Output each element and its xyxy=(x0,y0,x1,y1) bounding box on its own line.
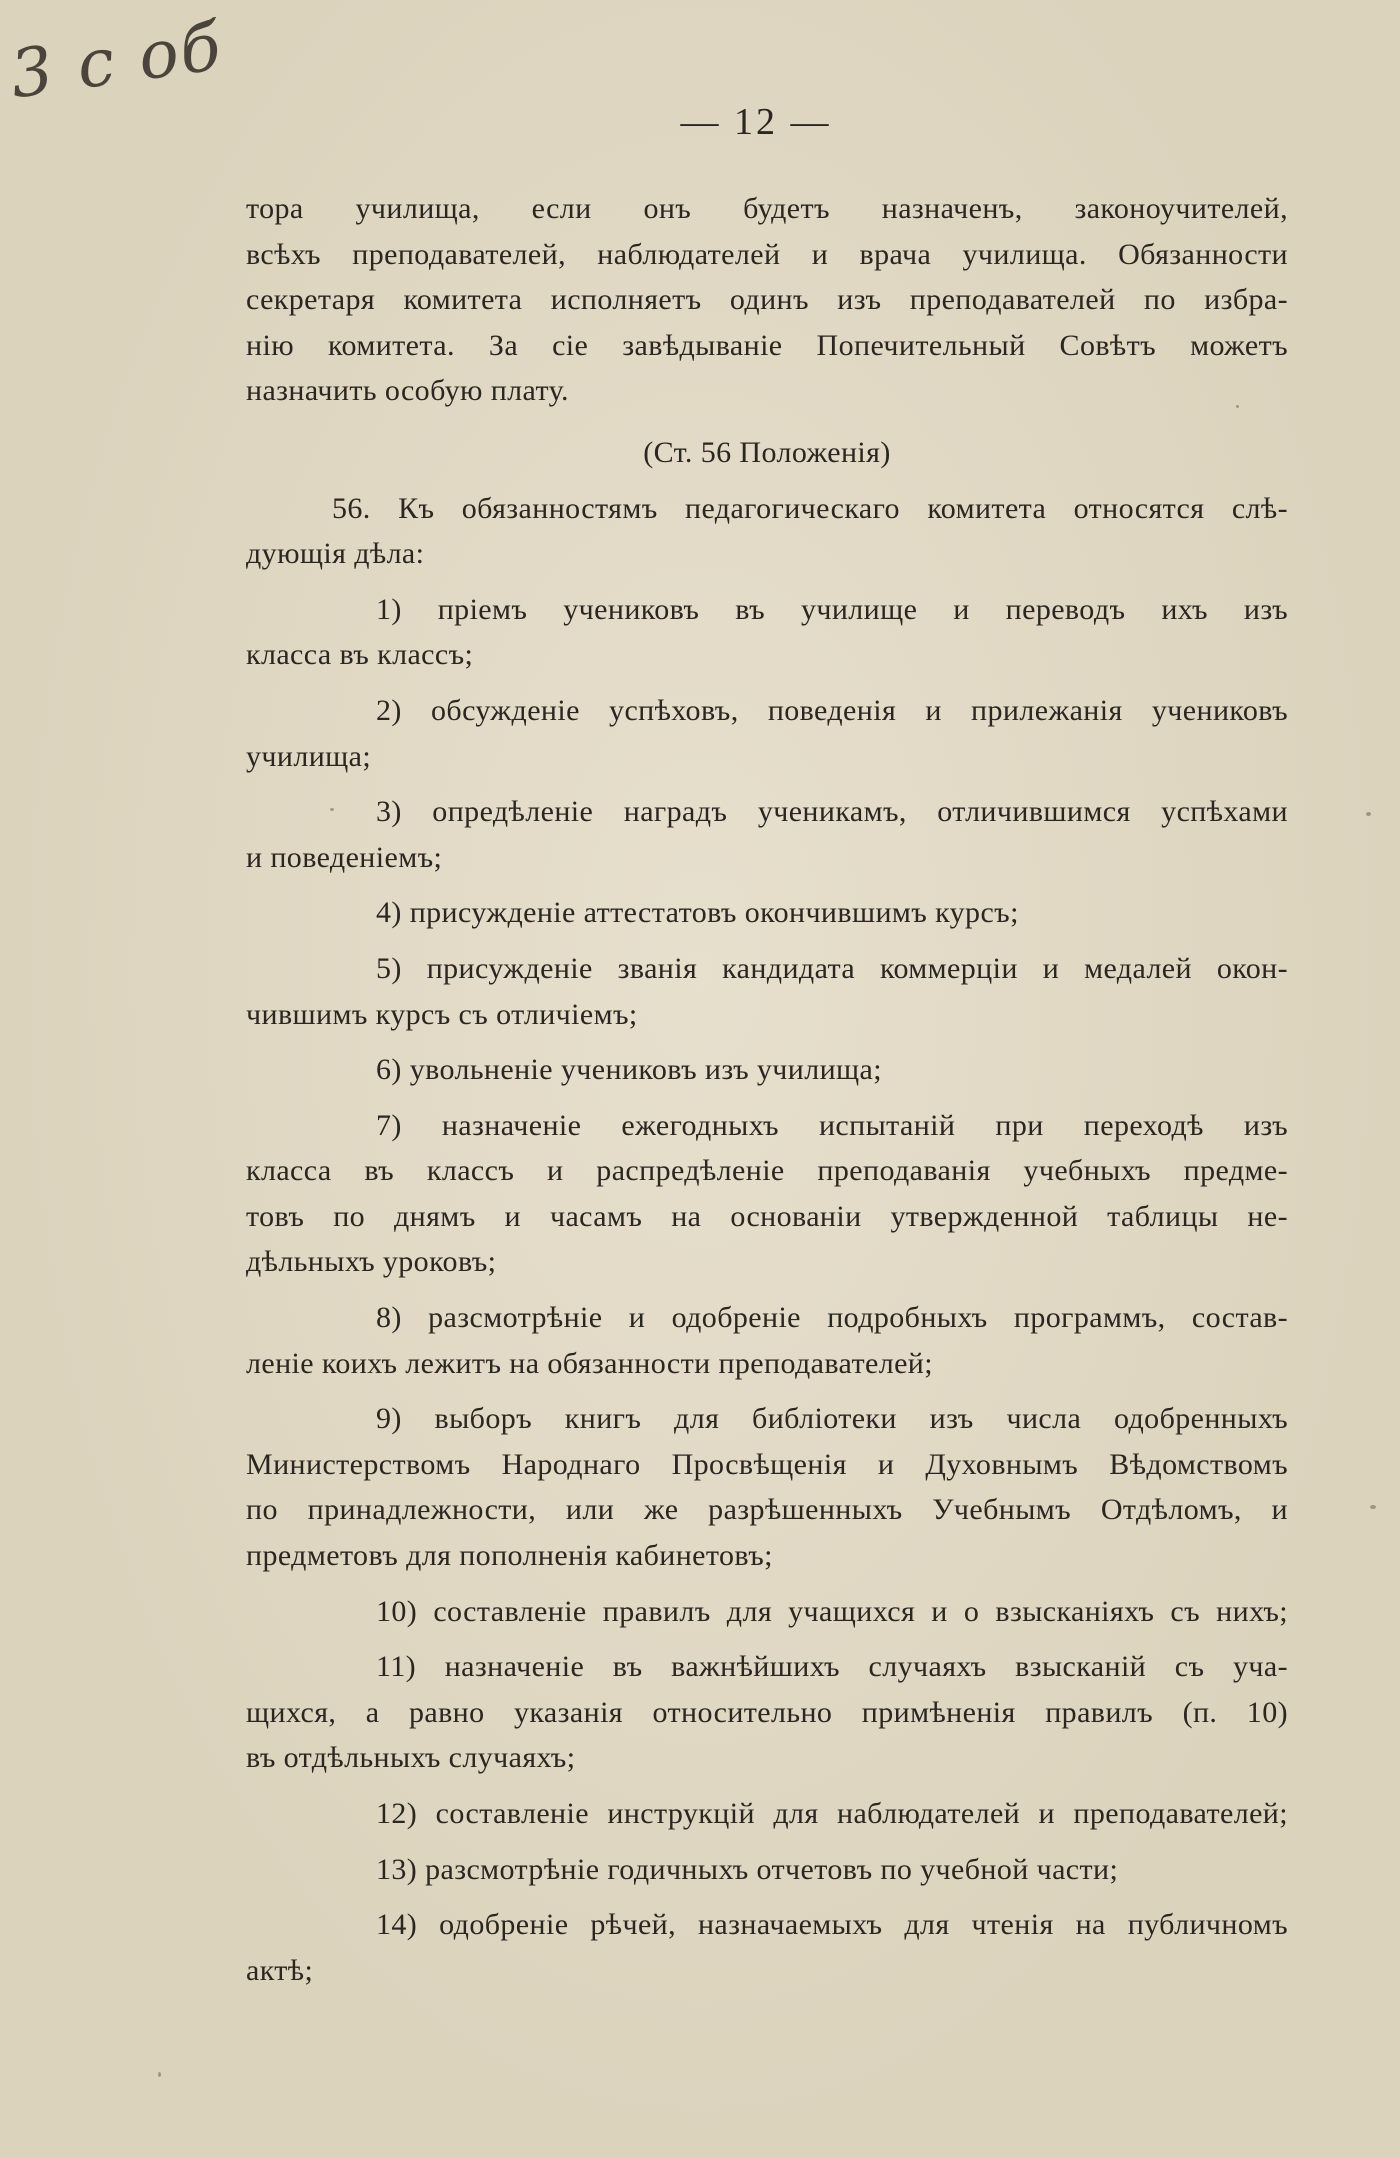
page-number: — 12 — xyxy=(680,101,832,143)
text-line: назначить особую плату. xyxy=(246,374,569,408)
list-item-7: 7) назначеніе ежегодныхъ испытаній при переходѣ изъ xyxy=(376,1108,1288,1142)
list-item-11: 11) назначеніе въ важнѣйшихъ случаяхъ взысканій съ уча- xyxy=(376,1650,1288,1684)
list-item-3: 3) опредѣленіе наградъ ученикамъ, отличившимся успѣхами xyxy=(376,795,1288,829)
list-item-1-cont: класса въ классъ; xyxy=(246,638,474,672)
list-item-11-cont: въ отдѣльныхъ случаяхъ; xyxy=(246,1741,576,1775)
list-item-13: 13) разсмотрѣніе годичныхъ отчетовъ по учебной части; xyxy=(376,1852,1119,1886)
text-line: тора училища, если онъ будетъ назначенъ, законоучителей, xyxy=(246,192,1288,225)
paragraph-56-line: дующія дѣла: xyxy=(246,537,425,571)
list-item-7-cont: класса въ классъ и распредѣленіе преподаванія учебныхъ предме- xyxy=(246,1154,1288,1188)
list-item-10: 10) составленіе правилъ для учащихся и о взысканіяхъ съ нихъ; xyxy=(376,1594,1288,1628)
list-item-2-cont: училища; xyxy=(246,739,372,773)
list-item-2: 2) обсужденіе успѣховъ, поведенія и прилежанія учениковъ xyxy=(376,693,1288,727)
paragraph-56-line: 56. Къ обязанностямъ педагогическаго комитета относятся слѣ- xyxy=(332,491,1288,525)
list-item-6: 6) увольненіе учениковъ изъ училища; xyxy=(376,1053,883,1087)
list-item-7-cont: товъ по днямъ и часамъ на основаніи утвержденной таблицы не- xyxy=(246,1199,1288,1233)
text-line: нію комитета. За сіе завѣдываніе Попечительный Совѣтъ можетъ xyxy=(246,328,1288,362)
paper-speck xyxy=(330,808,334,811)
list-item-9-cont: Министерствомъ Народнаго Просвѣщенія и Духовнымъ Вѣдомствомъ xyxy=(246,1447,1288,1481)
list-item-8-cont: леніе коихъ лежитъ на обязанности преподавателей; xyxy=(246,1346,933,1380)
document-body xyxy=(246,186,1288,1993)
text-line: всѣхъ преподавателей, наблюдателей и врача училища. Обязанности xyxy=(246,237,1288,271)
list-item-14: 14) одобреніе рѣчей, назначаемыхъ для чтенія на публичномъ xyxy=(376,1908,1288,1942)
text-line: секретаря комитета исполняетъ одинъ изъ преподавателей по избра- xyxy=(246,283,1288,317)
list-item-7-cont: дѣльныхъ уроковъ; xyxy=(246,1245,497,1279)
list-item-4: 4) присужденіе аттестатовъ окончившимъ курсъ; xyxy=(376,896,1019,930)
list-item-3-cont: и поведеніемъ; xyxy=(246,840,443,874)
paper-speck xyxy=(1366,812,1371,816)
list-item-9: 9) выборъ книгъ для библіотеки изъ числа одобренныхъ xyxy=(376,1402,1288,1436)
handwritten-margin-note: 3 с об xyxy=(5,7,228,114)
list-item-5: 5) присужденіе званія кандидата коммерціи и медалей окон- xyxy=(376,951,1288,985)
list-item-14-cont: актѣ; xyxy=(246,1953,314,1987)
list-item-12: 12) составленіе инструкцій для наблюдателей и преподавателей; xyxy=(376,1797,1288,1830)
list-item-9-cont: по принадлежности, или же разрѣшенныхъ Учебнымъ Отдѣломъ, и xyxy=(246,1493,1288,1527)
list-item-1: 1) пріемъ учениковъ въ училище и переводъ ихъ изъ xyxy=(376,592,1288,626)
list-item-5-cont: чившимъ курсъ съ отличіемъ; xyxy=(246,997,638,1031)
list-item-8: 8) разсмотрѣніе и одобреніе подробныхъ программъ, состав- xyxy=(376,1301,1288,1335)
paper-speck xyxy=(1236,405,1239,408)
paper-speck xyxy=(158,2072,161,2077)
list-item-9-cont: предметовъ для пополненія кабинетовъ; xyxy=(246,1539,773,1573)
paper-speck xyxy=(1370,1505,1376,1509)
section-heading: (Ст. 56 Положенія) xyxy=(643,435,891,469)
list-item-11-cont: щихся, а равно указанія относительно примѣненія правилъ (п. 10) xyxy=(246,1695,1288,1729)
